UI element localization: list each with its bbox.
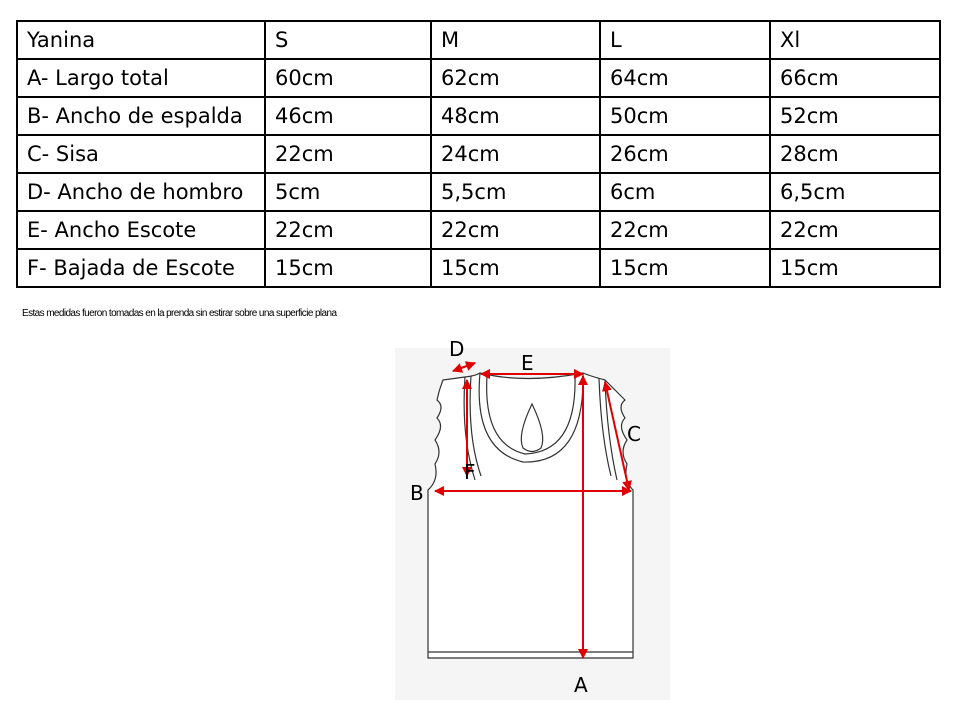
table-cell: 15cm <box>265 249 431 287</box>
table-cell: 15cm <box>431 249 600 287</box>
table-cell: 28cm <box>770 135 940 173</box>
label-f: F <box>464 460 476 484</box>
table-cell: 48cm <box>431 97 600 135</box>
table-cell: A- Largo total <box>17 59 265 97</box>
size-table <box>16 20 941 288</box>
table-cell: 15cm <box>600 249 770 287</box>
table-cell: 6,5cm <box>770 173 940 211</box>
table-cell: 60cm <box>265 59 431 97</box>
table-row <box>17 135 940 173</box>
header-cell: M <box>431 21 600 59</box>
table-cell: 15cm <box>770 249 940 287</box>
table-cell: 5cm <box>265 173 431 211</box>
table-cell: 52cm <box>770 97 940 135</box>
measurement-note: Estas medidas fueron tomadas en la prenda sin estirar sobre una superficie plana <box>22 308 337 319</box>
table-cell: 6cm <box>600 173 770 211</box>
table-cell: 26cm <box>600 135 770 173</box>
header-cell: Yanina <box>17 21 265 59</box>
table-cell: 64cm <box>600 59 770 97</box>
table-cell: D- Ancho de hombro <box>17 173 265 211</box>
label-c: C <box>627 422 641 446</box>
header-cell: S <box>265 21 431 59</box>
table-row <box>17 97 940 135</box>
table-cell: 46cm <box>265 97 431 135</box>
table-row <box>17 249 940 287</box>
label-e: E <box>521 351 534 375</box>
header-cell: Xl <box>770 21 940 59</box>
table-cell: F- Bajada de Escote <box>17 249 265 287</box>
table-row <box>17 59 940 97</box>
table-cell: 22cm <box>770 211 940 249</box>
table-cell: E- Ancho Escote <box>17 211 265 249</box>
table-cell: 24cm <box>431 135 600 173</box>
table-cell: 22cm <box>265 211 431 249</box>
table-row <box>17 211 940 249</box>
table-cell: 22cm <box>431 211 600 249</box>
table-header-row <box>17 21 940 59</box>
table-cell: 22cm <box>600 211 770 249</box>
table-cell: 66cm <box>770 59 940 97</box>
tank-top-outline <box>428 373 633 658</box>
label-d: D <box>449 340 465 361</box>
label-b: B <box>410 481 424 505</box>
table-row <box>17 173 940 211</box>
table-cell: C- Sisa <box>17 135 265 173</box>
table-cell: 62cm <box>431 59 600 97</box>
label-a: A <box>574 673 588 697</box>
table-cell: 50cm <box>600 97 770 135</box>
garment-diagram <box>395 340 670 700</box>
header-cell: L <box>600 21 770 59</box>
table-cell: 22cm <box>265 135 431 173</box>
table-cell: 5,5cm <box>431 173 600 211</box>
table-cell: B- Ancho de espalda <box>17 97 265 135</box>
